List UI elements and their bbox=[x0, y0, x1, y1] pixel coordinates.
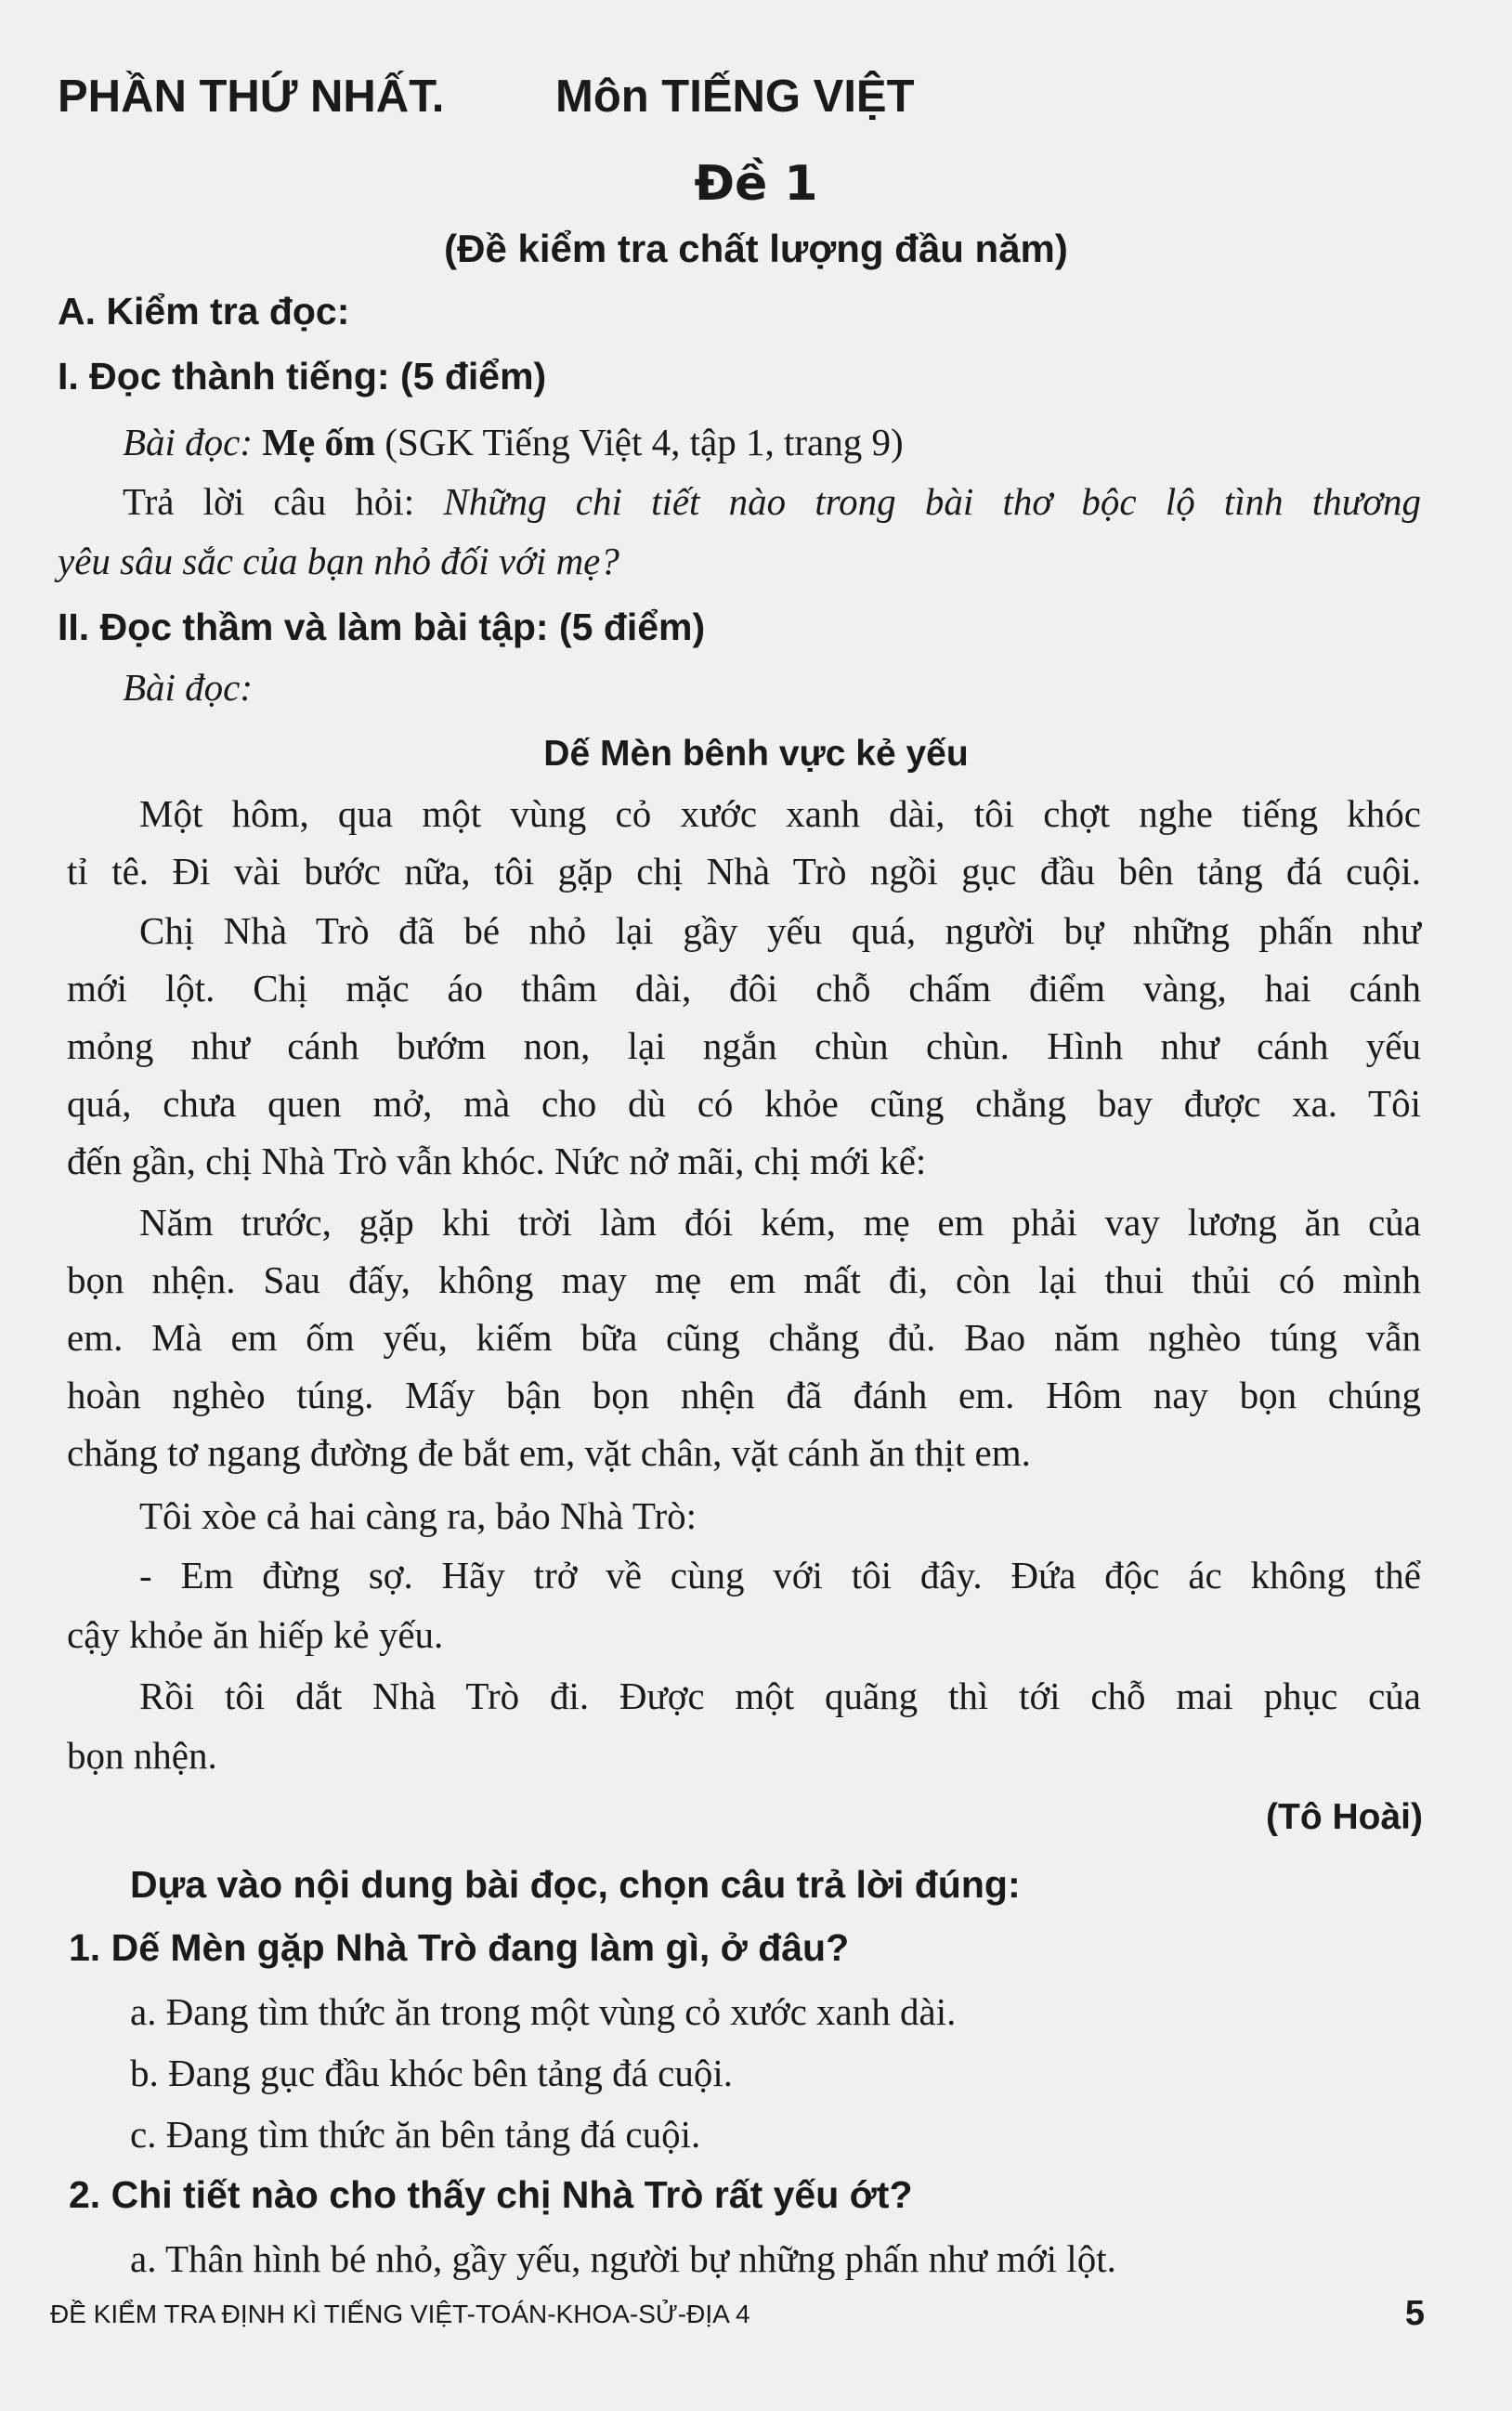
question-text-1: Những chi tiết nào trong bài thơ bộc lộ tình thương bbox=[443, 480, 1421, 523]
reading-label-2-text: Bài đọc: bbox=[123, 666, 254, 709]
question-label: Trả lời câu hỏi: bbox=[123, 480, 415, 523]
question-1-option-b: b. Đang gục đầu khóc bên tảng đá cuội. bbox=[130, 2052, 733, 2094]
story-line: chăng tơ ngang đường đe bắt em, vặt chân, vặt cánh ăn thịt em. bbox=[67, 1431, 1031, 1474]
story-line: quá, chưa quen mở, mà cho dù có khỏe cũng chẳng bay được xa. Tôi bbox=[67, 1082, 1421, 1125]
question-2-option-a: a. Thân hình bé nhỏ, gầy yếu, người bự những phấn như mới lột. bbox=[130, 2237, 1116, 2280]
question-1-option-a: a. Đang tìm thức ăn trong một vùng cỏ xước xanh dài. bbox=[130, 1990, 957, 2033]
story-line: em. Mà em ốm yếu, kiếm bữa cũng chẳng đủ. Bao năm nghèo túng vẫn bbox=[67, 1316, 1421, 1359]
story-line: bọn nhện. bbox=[67, 1734, 217, 1777]
story-line: cậy khỏe ăn hiếp kẻ yếu. bbox=[67, 1613, 444, 1656]
subject-title: Môn TIẾNG VIỆT bbox=[555, 72, 915, 122]
story-line: - Em đừng sợ. Hãy trở về cùng với tôi đây. Đứa độc ác không thể bbox=[139, 1554, 1421, 1596]
part-title: PHẦN THỨ NHẤT. bbox=[58, 72, 445, 122]
part1-title: I. Đọc thành tiếng: (5 điểm) bbox=[58, 355, 547, 397]
story-line: Chị Nhà Trò đã bé nhỏ lại gầy yếu quá, người bự những phấn như bbox=[139, 909, 1421, 952]
story-line: tỉ tê. Đi vài bước nữa, tôi gặp chị Nhà Trò ngồi gục đầu bên tảng đá cuội. bbox=[67, 850, 1421, 893]
reading-line bbox=[123, 420, 904, 464]
story-line: Năm trước, gặp khi trời làm đói kém, mẹ em phải vay lương ăn của bbox=[139, 1201, 1421, 1244]
story-line: hoàn nghèo túng. Mấy bận bọn nhện đã đánh em. Hôm nay bọn chúng bbox=[67, 1374, 1421, 1416]
story-line: Rồi tôi dắt Nhà Trò đi. Được một quãng thì tới chỗ mai phục của bbox=[139, 1675, 1421, 1717]
section-a-title: A. Kiểm tra đọc: bbox=[58, 290, 350, 332]
instruction: Dựa vào nội dung bài đọc, chọn câu trả lời đúng: bbox=[130, 1863, 1021, 1906]
reading-source: (SGK Tiếng Việt 4, tập 1, trang 9) bbox=[385, 421, 904, 463]
story-line: Một hôm, qua một vùng cỏ xước xanh dài, tôi chợt nghe tiếng khóc bbox=[139, 792, 1421, 835]
story-author: (Tô Hoài) bbox=[1266, 1797, 1423, 1837]
page-number: 5 bbox=[1404, 2294, 1425, 2333]
question-1-option-c: c. Đang tìm thức ăn bên tảng đá cuội. bbox=[130, 2113, 701, 2156]
story-title: Dế Mèn bênh vực kẻ yếu bbox=[543, 734, 969, 774]
question-2: 2. Chi tiết nào cho thấy chị Nhà Trò rất yếu ớt? bbox=[69, 2173, 913, 2216]
story-line: mỏng như cánh bướm non, lại ngắn chùn chùn. Hình như cánh yếu bbox=[67, 1024, 1421, 1067]
question-1: 1. Dế Mèn gặp Nhà Trò đang làm gì, ở đâu? bbox=[69, 1926, 850, 1969]
question-line-1 bbox=[123, 479, 1421, 524]
story-line: đến gần, chị Nhà Trò vẫn khóc. Nức nở mãi, chị mới kể: bbox=[67, 1140, 927, 1182]
story-line: bọn nhện. Sau đấy, không may mẹ em mất đi, còn lại thui thủi có mình bbox=[67, 1258, 1421, 1301]
footer-book-title: ĐỀ KIỂM TRA ĐỊNH KÌ TIẾNG VIỆT-TOÁN-KHOA-SỬ-ĐỊA 4 bbox=[50, 2300, 750, 2328]
reading-label-2 bbox=[123, 665, 253, 710]
reading-label: Bài đọc: bbox=[123, 421, 254, 463]
question-text-2: yêu sâu sắc của bạn nhỏ đối với mẹ? bbox=[58, 540, 619, 582]
story-line: mới lột. Chị mặc áo thâm dài, đôi chỗ chấm điểm vàng, hai cánh bbox=[67, 967, 1421, 1010]
exam-title: Đề 1 bbox=[694, 156, 818, 212]
part2-title: II. Đọc thầm và làm bài tập: (5 điểm) bbox=[58, 606, 706, 648]
reading-title: Mẹ ốm bbox=[262, 421, 376, 463]
question-line-2 bbox=[58, 539, 619, 583]
exam-subtitle: (Đề kiểm tra chất lượng đầu năm) bbox=[444, 227, 1068, 270]
story-line: Tôi xòe cả hai càng ra, bảo Nhà Trò: bbox=[139, 1494, 697, 1537]
